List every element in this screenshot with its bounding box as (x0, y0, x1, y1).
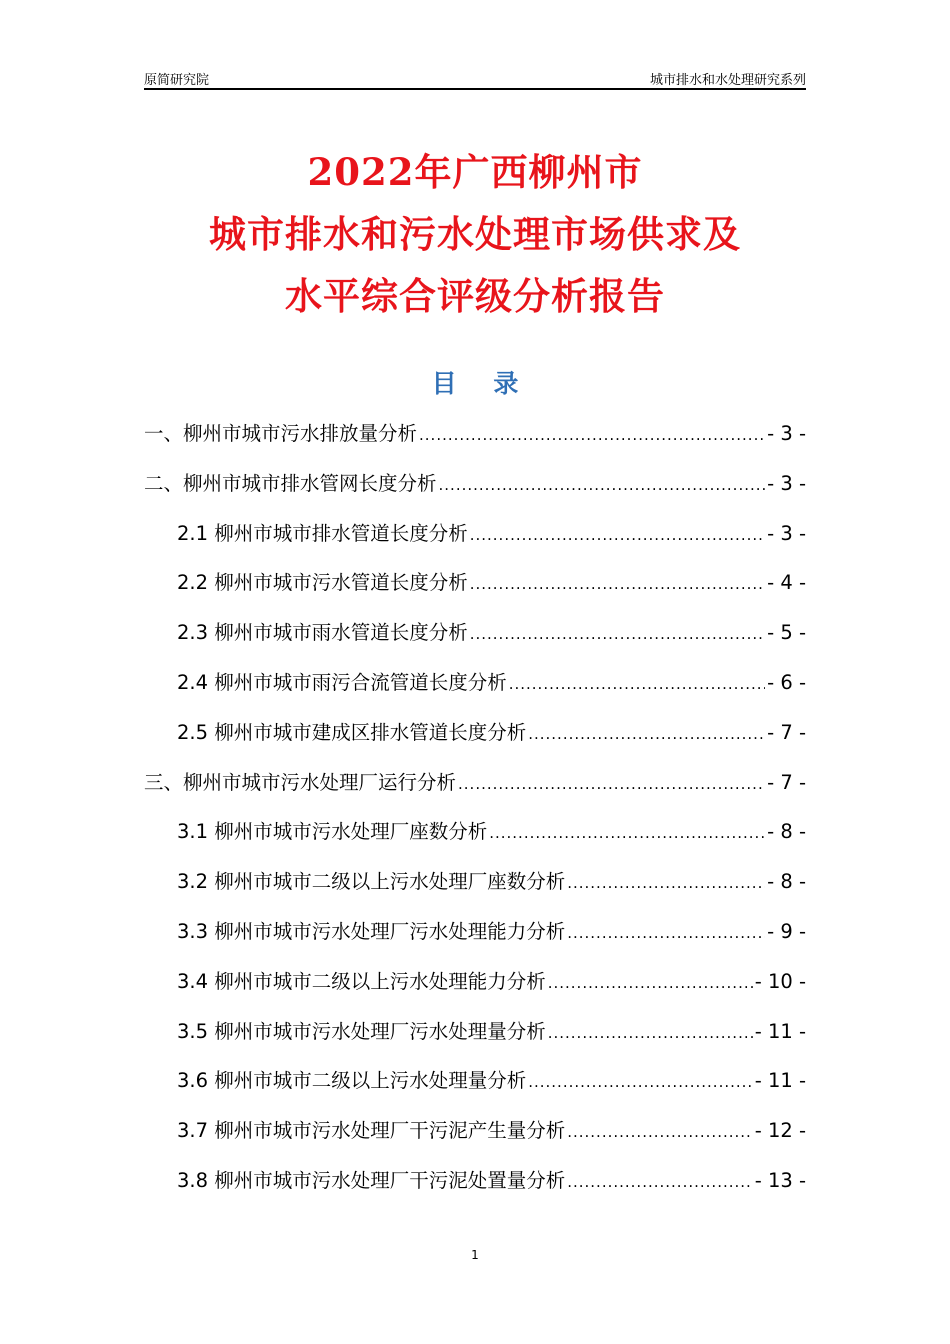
toc-entry[interactable] (144, 667, 806, 717)
toc-leader-dots (567, 924, 765, 942)
toc-entry-page: - 11 - (754, 1019, 806, 1043)
toc-entry[interactable] (144, 916, 806, 966)
toc-entry[interactable] (144, 567, 806, 617)
page-number: 1 (471, 1248, 479, 1262)
toc-entry[interactable] (144, 1115, 806, 1165)
toc-entry-page: - 4 - (767, 571, 806, 595)
toc-leader-dots (548, 1024, 753, 1042)
toc-entry-label: 2.1 柳州市城市排水管道长度分析 (177, 521, 468, 545)
toc-leader-dots (470, 575, 765, 593)
toc-leader-dots (470, 625, 765, 643)
toc-entry-page: - 3 - (767, 521, 806, 545)
toc-leader-dots (567, 1173, 752, 1191)
toc-entry[interactable] (144, 1065, 806, 1115)
toc-entry[interactable] (144, 518, 806, 568)
header-series: 城市排水和水处理研究系列 (649, 73, 806, 88)
toc-entry-label: 2.4 柳州市城市雨污合流管道长度分析 (177, 670, 507, 694)
toc-entry-label: 2.2 柳州市城市污水管道长度分析 (177, 571, 468, 595)
toc-entry-page: - 8 - (767, 820, 806, 844)
toc-entry[interactable] (144, 767, 806, 817)
toc-entry[interactable] (144, 866, 806, 916)
toc-leader-dots (439, 476, 766, 494)
toc-entry-page: - 7 - (767, 770, 806, 794)
toc-leader-dots (528, 1073, 752, 1091)
toc-entry[interactable] (144, 1016, 806, 1066)
toc-entry-page: - 8 - (767, 870, 806, 894)
header-org: 原简研究院 (144, 73, 210, 88)
toc-entry-label: 3.3 柳州市城市污水处理厂污水处理能力分析 (177, 919, 566, 943)
title-line-2: 城市排水和污水处理市场供求及 (209, 212, 741, 256)
toc-entry-label: 3.5 柳州市城市污水处理厂污水处理量分析 (177, 1019, 546, 1043)
toc-entry-page: - 7 - (767, 720, 806, 744)
toc-entry-label: 一、柳州市城市污水排放量分析 (144, 422, 418, 445)
toc-entry-label: 3.6 柳州市城市二级以上污水处理量分析 (177, 1069, 527, 1093)
toc-leader-dots (548, 974, 753, 992)
toc-entry-page: - 6 - (767, 670, 806, 694)
title-line-3: 水平综合评级分析报告 (285, 274, 665, 318)
toc-entry[interactable] (144, 717, 806, 767)
toc-entry[interactable] (144, 966, 806, 1016)
toc-leader-dots (419, 426, 765, 444)
toc-entry[interactable] (144, 1165, 806, 1215)
toc-entry-label: 二、柳州市城市排水管网长度分析 (144, 471, 437, 495)
toc-entry[interactable] (144, 816, 806, 866)
toc-entry-page: - 3 - (767, 471, 806, 495)
toc-leader-dots (470, 526, 765, 544)
toc-entry-label: 3.4 柳州市城市二级以上污水处理能力分析 (177, 969, 546, 993)
toc-entry-page: - 9 - (767, 919, 806, 943)
toc-entry[interactable] (144, 617, 806, 667)
toc-entry-label: 三、柳州市城市污水处理厂运行分析 (144, 770, 457, 794)
toc-entry-page: - 13 - (754, 1168, 806, 1192)
toc-entry-label: 3.1 柳州市城市污水处理厂座数分析 (177, 820, 488, 844)
toc-leader-dots (528, 725, 765, 743)
toc-entry-label: 3.8 柳州市城市污水处理厂干污泥处置量分析 (177, 1168, 566, 1192)
toc-entry-page: - 3 - (767, 422, 806, 445)
toc-leader-dots (489, 824, 765, 842)
toc-entry-label: 3.7 柳州市城市污水处理厂干污泥产生量分析 (177, 1119, 566, 1143)
toc-entry-page: - 10 - (754, 969, 806, 993)
toc-entry-label: 2.5 柳州市城市建成区排水管道长度分析 (177, 720, 527, 744)
toc-entry[interactable] (144, 468, 806, 518)
toc-entry-page: - 5 - (767, 621, 806, 645)
toc-entry[interactable] (144, 418, 806, 468)
toc-leader-dots (567, 874, 765, 892)
toc-leader-dots (567, 1123, 752, 1141)
toc-entry-label: 3.2 柳州市城市二级以上污水处理厂座数分析 (177, 870, 566, 894)
title-line-1: 2022年广西柳州市 (307, 150, 643, 194)
page-header (144, 68, 806, 90)
table-of-contents (144, 418, 806, 1215)
toc-heading: 目 录 (431, 369, 533, 398)
toc-leader-dots (458, 775, 765, 793)
toc-entry-page: - 12 - (754, 1119, 806, 1143)
toc-entry-label: 2.3 柳州市城市雨水管道长度分析 (177, 621, 468, 645)
toc-leader-dots (509, 675, 765, 693)
toc-entry-page: - 11 - (754, 1069, 806, 1093)
